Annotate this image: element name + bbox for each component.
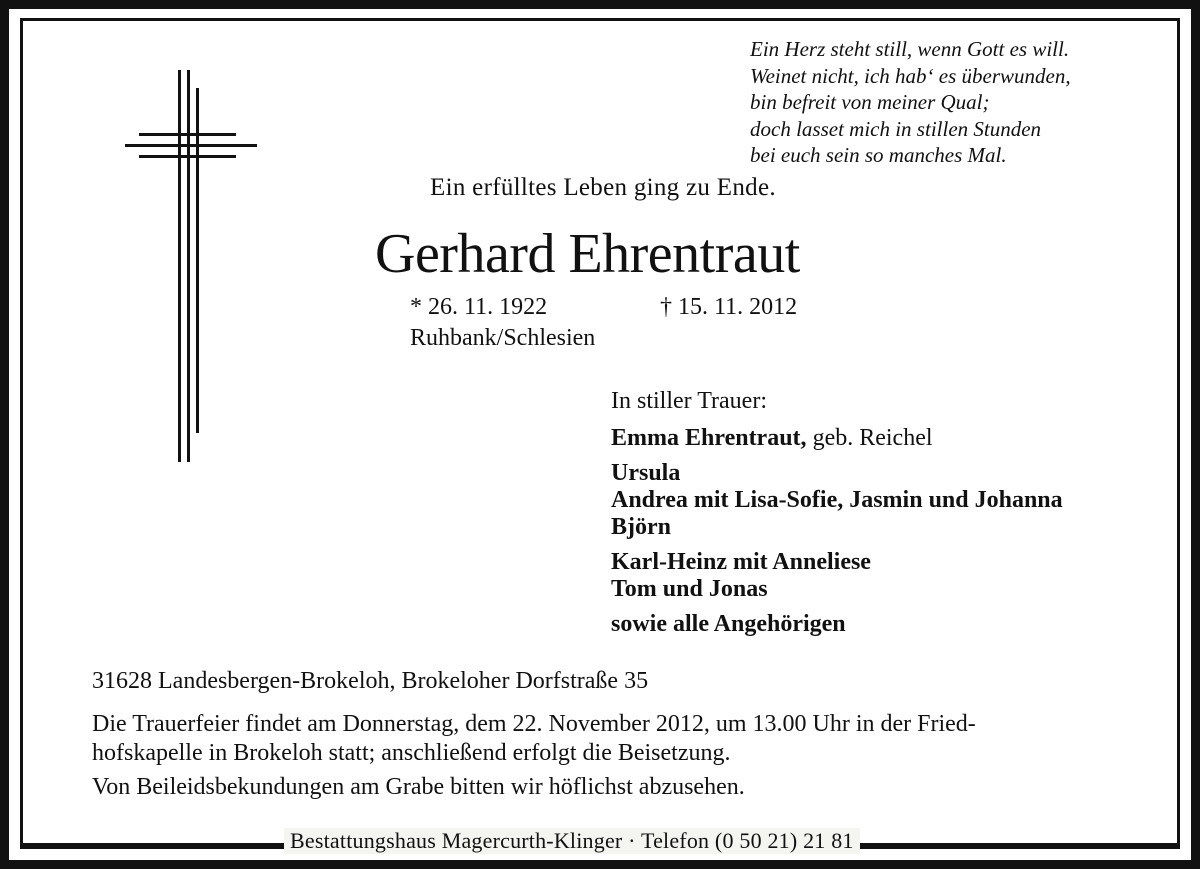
mourner-line xyxy=(611,611,1063,638)
mourner-name: Karl-Heinz mit Anneliese xyxy=(611,549,871,575)
mourner-line xyxy=(611,576,1063,603)
deceased-name: Gerhard Ehrentraut xyxy=(375,223,800,285)
mourner-name: sowie alle Angehörigen xyxy=(611,611,846,637)
life-dates xyxy=(410,294,798,321)
mourner-name: Emma Ehrentraut, xyxy=(611,425,807,451)
birthplace: Ruhbank/Schlesien xyxy=(410,325,596,351)
poem-line: Ein Herz steht still, wenn Gott es will. xyxy=(750,37,1070,61)
mourner-group xyxy=(611,425,1063,452)
birth-date: * 26. 11. 1922 xyxy=(410,294,548,320)
mourner-group xyxy=(611,549,1063,603)
mourner-name: Andrea mit Lisa-Sofie, Jasmin und Johanna xyxy=(611,487,1063,513)
poem xyxy=(750,36,1071,169)
address: 31628 Landesbergen-Brokeloh, Brokeloher Dorfstraße 35 xyxy=(92,668,649,694)
mourner-name: Tom und Jonas xyxy=(611,576,768,602)
ceremony-line: Die Trauerfeier findet am Donnerstag, dem 22. November 2012, um 13.00 Uhr in der Fried- xyxy=(92,711,976,737)
intro-text: Ein erfülltes Leben ging zu Ende. xyxy=(430,174,776,201)
ceremony-notice xyxy=(92,710,976,768)
death-date: † 15. 11. 2012 xyxy=(660,294,798,320)
funeral-home-footer: Bestattungshaus Magercurth-Klinger · Telefon (0 50 21) 21 81 xyxy=(284,828,860,854)
mourner-line xyxy=(611,549,1063,576)
mourner-line xyxy=(611,460,1063,487)
mourner-name: Björn xyxy=(611,514,671,540)
poem-line: doch lasset mich in stillen Stunden xyxy=(750,116,1042,141)
mourner-line xyxy=(611,425,1063,452)
mourner-group xyxy=(611,611,1063,638)
mourner-name: Ursula xyxy=(611,460,681,486)
poem-line: bin befreit von meiner Qual; xyxy=(750,90,990,114)
mourner-line xyxy=(611,514,1063,541)
mourner-line xyxy=(611,487,1063,514)
cross-icon xyxy=(125,70,257,462)
poem-line: Weinet nicht, ich hab‘ es überwunden, xyxy=(750,63,1071,88)
poem-line: bei euch sein so manches Mal. xyxy=(750,143,1007,167)
condolence-notice: Von Beileidsbekundungen am Grabe bitten wir höflichst abzusehen. xyxy=(92,774,745,800)
mourner-note: geb. Reichel xyxy=(806,425,933,451)
mourner-group xyxy=(611,460,1063,541)
mourners-list xyxy=(611,425,1063,646)
ceremony-line: hofskapelle in Brokeloh statt; anschließend erfolgt die Beisetzung. xyxy=(92,740,731,766)
mourning-heading: In stiller Trauer: xyxy=(611,388,767,414)
